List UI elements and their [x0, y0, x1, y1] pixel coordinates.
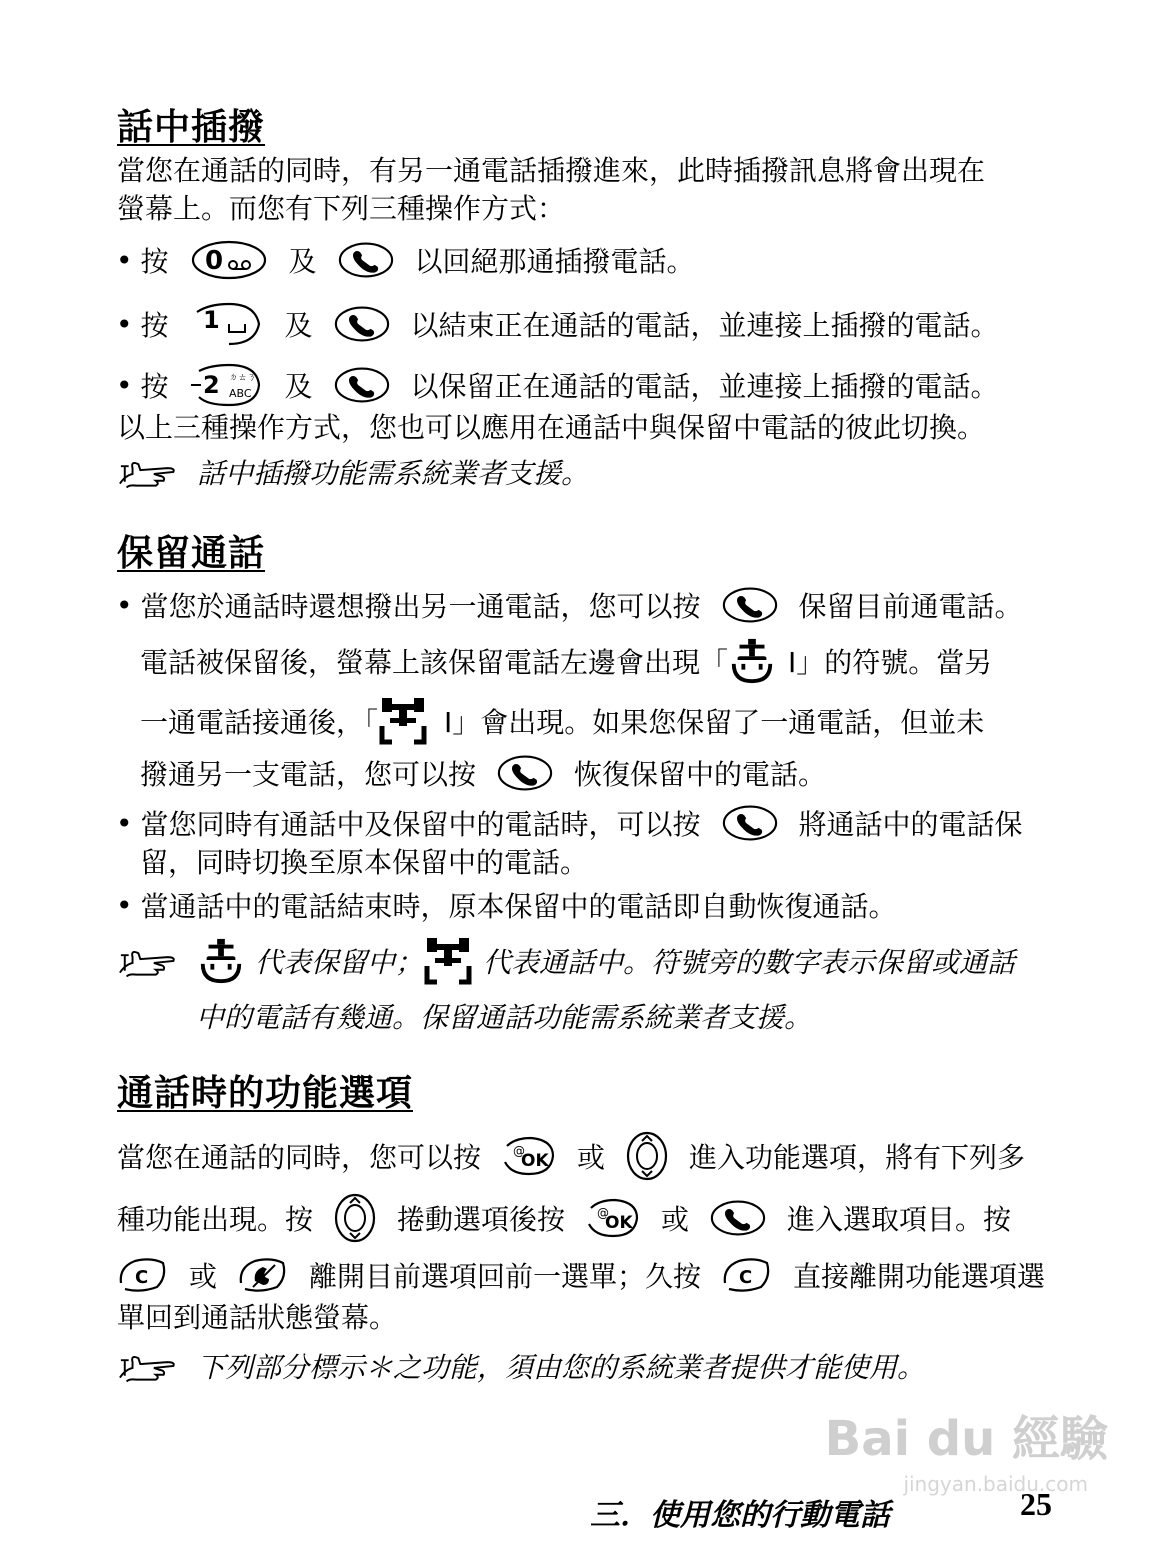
bullet: • [116, 307, 133, 341]
list-item-text: 恢復保留中的電話。 [574, 758, 827, 791]
send-key-icon [496, 753, 554, 793]
list-item [116, 301, 999, 347]
paragraph-text: 或 [577, 1141, 606, 1174]
scroll-key-icon [625, 1131, 669, 1181]
svg-text:2: 2 [202, 371, 220, 399]
paragraph-text: 捲動選項後按 [397, 1203, 566, 1236]
list-item-text: 按 [140, 370, 169, 403]
send-key-icon [333, 365, 391, 405]
scroll-key-icon [333, 1193, 377, 1243]
chapter-footer: 三．使用您的行動電話 [590, 1498, 890, 1533]
svg-text:OK: OK [605, 1213, 633, 1233]
list-item [116, 582, 1023, 628]
list-item-text: 當您同時有通話中及保留中的電話時，可以按 [140, 808, 701, 841]
paragraph-text: 離開目前選項回前一選單；久按 [309, 1260, 702, 1293]
list-item [116, 362, 999, 408]
list-item-text: I」會出現。如果您保留了一通電話，但並未 [444, 706, 985, 739]
bullet: • [116, 806, 133, 840]
note [117, 452, 589, 492]
list-item-text: 撥通另一支電話，您可以按 [140, 758, 477, 791]
note-continuation [196, 996, 812, 1036]
end-key-icon [237, 1257, 289, 1293]
list-item-text: 一通電話接通後，「 [140, 706, 379, 739]
svg-text:C: C [739, 1267, 753, 1288]
list-item-text: 當通話中的電話結束時，原本保留中的電話即自動恢復通話。 [140, 890, 897, 923]
list-item-text: 及 [288, 245, 317, 278]
key-1-icon [189, 302, 265, 346]
list-item-text: 按 [140, 245, 169, 278]
svg-text:@: @ [513, 1144, 526, 1158]
svg-text:0: 0 [204, 246, 223, 276]
list-item [116, 237, 695, 283]
list-item-text: 及 [284, 309, 313, 342]
clear-key-icon [117, 1257, 169, 1293]
watermark-logo: Bai du 經驗 [824, 1411, 1108, 1467]
send-key-icon [709, 1198, 767, 1238]
paragraph-line [117, 1130, 1025, 1182]
bullet: • [116, 888, 133, 922]
svg-text:ABC: ABC [228, 387, 252, 400]
paragraph: 螢幕上。而您有下列三種操作方式： [117, 192, 566, 225]
send-key-icon [721, 585, 779, 625]
hold-status-icon [197, 937, 245, 985]
pointing-hand-icon [117, 943, 185, 979]
paragraph-text: 或 [189, 1260, 218, 1293]
list-item-continuation [140, 692, 984, 750]
svg-text:1: 1 [202, 306, 220, 334]
list-item-text: 以結束正在通話的電話，並連接上插撥的電話。 [410, 309, 999, 342]
pointing-hand-icon [117, 454, 185, 490]
list-item-text: 按 [140, 309, 169, 342]
paragraph-line [117, 1252, 1045, 1298]
hold-status-icon [728, 637, 776, 685]
section-title-call-hold: 保留通話 [117, 533, 266, 574]
list-item-text: 保留目前通電話。 [798, 590, 1023, 623]
active-call-status-icon [378, 696, 428, 746]
send-key-icon [333, 304, 391, 344]
note-text: 代表保留中； [255, 946, 424, 979]
ok-key-icon [585, 1198, 641, 1238]
paragraph: 以上三種操作方式，您也可以應用在通話中與保留中電話的彼此切換。 [117, 411, 986, 444]
paragraph: 當您在通話的同時，有另一通電話插撥進來，此時插撥訊息將會出現在 [117, 154, 986, 187]
list-item-text: 電話被保留後，螢幕上該保留電話左邊會出現「 [140, 646, 729, 679]
list-item [116, 800, 1023, 846]
ok-key-icon [501, 1136, 557, 1176]
list-item-text: 以保留正在通話的電話，並連接上插撥的電話。 [410, 370, 999, 403]
note-text: 代表通話中。符號旁的數字表示保留或通話 [483, 946, 1016, 979]
bullet: • [116, 368, 133, 402]
list-item-text: I」的符號。當另 [788, 646, 993, 679]
page-number: 25 [1020, 1486, 1052, 1522]
list-item-continuation [140, 750, 826, 796]
paragraph-text: 或 [661, 1203, 690, 1236]
bullet: • [116, 243, 133, 277]
send-key-icon [721, 803, 779, 843]
section-title-call-waiting: 話中插撥 [117, 107, 266, 148]
svg-text:ㄉㄊㄋ: ㄉㄊㄋ [228, 373, 256, 383]
section-title-in-call-options: 通話時的功能選項 [117, 1073, 414, 1114]
note [117, 936, 1015, 986]
list-item-continuation: 留，同時切換至原本保留中的電話。 [140, 846, 589, 879]
key-2-icon [189, 363, 265, 407]
paragraph-text: 進入選取項目。按 [787, 1203, 1012, 1236]
note [117, 1346, 925, 1386]
paragraph-text: 進入功能選項，將有下列多 [689, 1141, 1026, 1174]
paragraph: 單回到通話狀態螢幕。 [117, 1301, 398, 1334]
send-key-icon [337, 240, 395, 280]
svg-text:C: C [135, 1267, 149, 1288]
list-item-text: 及 [284, 370, 313, 403]
note-text: 下列部分標示＊之功能，須由您的系統業者提供才能使用。 [197, 1351, 926, 1384]
active-call-status-icon [423, 936, 473, 986]
paragraph-line [117, 1192, 1011, 1244]
list-item-continuation [140, 632, 992, 690]
pointing-hand-icon [117, 1348, 185, 1384]
note-text: 話中插撥功能需系統業者支援。 [197, 457, 590, 490]
list-item-text: 將通話中的電話保 [798, 808, 1023, 841]
watermark-url: jingyan.baidu.com [903, 1472, 1088, 1496]
list-item-text: 以回絕那通插撥電話。 [414, 245, 695, 278]
key-0-icon [189, 238, 269, 282]
list-item-text: 當您於通話時還想撥出另一通電話，您可以按 [140, 590, 701, 623]
note-text: 中的電話有幾通。保留通話功能需系統業者支援。 [196, 1001, 813, 1034]
paragraph-text: 當您在通話的同時，您可以按 [117, 1141, 482, 1174]
clear-key-icon [721, 1257, 773, 1293]
svg-text:@: @ [597, 1206, 610, 1220]
svg-text:OK: OK [521, 1151, 549, 1171]
list-item [116, 882, 897, 928]
paragraph-text: 直接離開功能選項選 [793, 1260, 1046, 1293]
bullet: • [116, 588, 133, 622]
paragraph-text: 種功能出現。按 [117, 1203, 314, 1236]
